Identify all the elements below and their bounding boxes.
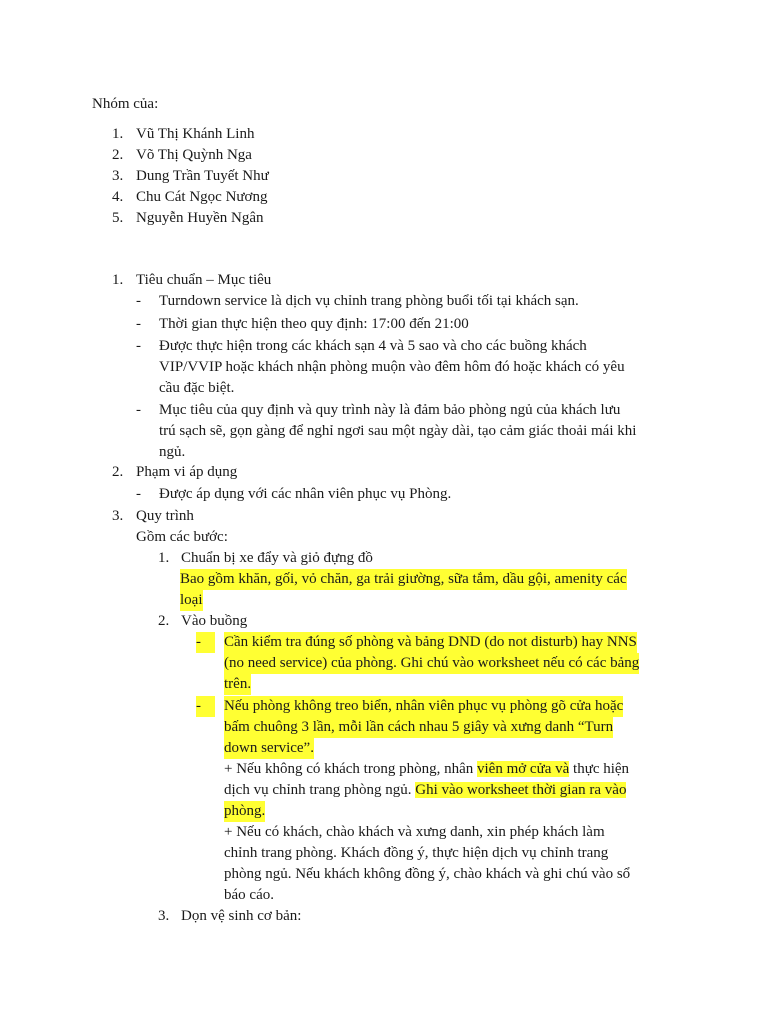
- note-text: dịch vụ chỉnh trang phòng ngủ.: [224, 782, 416, 798]
- step-detail-highlight: Bao gồm khăn, gối, vỏ chăn, ga trải giường, sữa tắm, dầu gội, amenity các: [180, 569, 627, 590]
- section-number: 1.: [112, 272, 124, 288]
- bullet-text: cầu đặc biệt.: [159, 380, 235, 396]
- bullet-dash-highlight: -: [196, 696, 215, 717]
- bullet-text: trú sạch sẽ, gọn gàng để nghỉ ngơi sau một ngày dài, tạo cảm giác thoải mái khi: [159, 423, 637, 439]
- member-name: Dung Trần Tuyết Như: [136, 168, 269, 184]
- step-title: Vào buồng: [181, 613, 248, 629]
- section-number: 3.: [112, 508, 124, 524]
- note-line: [224, 780, 626, 801]
- note-text-highlight: viên mở cửa và: [477, 761, 570, 777]
- bullet-text-highlight: Nếu phòng không treo biển, nhân viên phục vụ phòng gõ cửa hoặc: [224, 696, 623, 717]
- step-title: Dọn vệ sinh cơ bản:: [181, 908, 302, 924]
- member-name: Chu Cát Ngọc Nương: [136, 189, 268, 205]
- bullet-dash: -: [136, 486, 141, 502]
- bullet-text: Turndown service là dịch vụ chỉnh trang phòng buổi tối tại khách sạn.: [159, 293, 579, 309]
- step-detail-highlight: loại: [180, 590, 203, 611]
- bullet-dash: -: [136, 402, 141, 418]
- section-title: Quy trình: [136, 508, 194, 524]
- bullet-text-highlight: Cần kiểm tra đúng số phòng và bảng DND (do not disturb) hay NNS: [224, 632, 637, 653]
- bullet-text: Được thực hiện trong các khách sạn 4 và 5 sao và cho các buồng khách: [159, 338, 587, 354]
- bullet-text-highlight: bấm chuông 3 lần, mỗi lần cách nhau 5 giây và xưng danh “Turn: [224, 717, 613, 738]
- member-number: 3.: [112, 168, 124, 184]
- note-text-highlight: Ghi vào worksheet thời gian ra vào: [415, 782, 627, 798]
- step-number: 1.: [158, 550, 170, 566]
- bullet-text: ngủ.: [159, 444, 186, 460]
- bullet-text: Thời gian thực hiện theo quy định: 17:00 đến 21:00: [159, 316, 469, 332]
- member-name: Vũ Thị Khánh Linh: [136, 126, 255, 142]
- step-title: Chuẩn bị xe đẩy và giỏ đựng đồ: [181, 550, 373, 566]
- bullet-text-highlight: (no need service) của phòng. Ghi chú vào worksheet nếu có các bảng: [224, 653, 639, 674]
- section-title: Phạm vi áp dụng: [136, 464, 238, 480]
- section-number: 2.: [112, 464, 124, 480]
- step-number: 3.: [158, 908, 170, 924]
- note-text: + Nếu không có khách trong phòng, nhân: [224, 761, 477, 777]
- section-intro: Gồm các bước:: [136, 529, 228, 545]
- step-number: 2.: [158, 613, 170, 629]
- member-number: 4.: [112, 189, 124, 205]
- note-line: [224, 759, 629, 780]
- note-text: phòng ngủ. Nếu khách không đồng ý, chào khách và ghi chú vào sổ: [224, 866, 631, 882]
- member-name: Võ Thị Quỳnh Nga: [136, 147, 252, 163]
- bullet-dash: -: [136, 338, 141, 354]
- bullet-text: Mục tiêu của quy định và quy trình này là đảm bảo phòng ngủ của khách lưu: [159, 402, 621, 418]
- bullet-dash-highlight: -: [196, 632, 215, 653]
- member-number: 2.: [112, 147, 124, 163]
- member-name: Nguyễn Huyền Ngân: [136, 210, 264, 226]
- note-text: + Nếu có khách, chào khách và xưng danh, xin phép khách làm: [224, 824, 605, 840]
- bullet-text-highlight: trên.: [224, 674, 251, 695]
- note-text-highlight: phòng.: [224, 801, 265, 822]
- note-text: chỉnh trang phòng. Khách đồng ý, thực hiện dịch vụ chỉnh trang: [224, 845, 609, 861]
- group-heading: Nhóm của:: [92, 96, 159, 112]
- bullet-text-highlight: down service”.: [224, 738, 314, 759]
- bullet-text: Được áp dụng với các nhân viên phục vụ Phòng.: [159, 486, 452, 502]
- section-title: Tiêu chuẩn – Mục tiêu: [136, 272, 272, 288]
- bullet-dash: -: [136, 316, 141, 332]
- member-number: 1.: [112, 126, 124, 142]
- note-text: báo cáo.: [224, 887, 274, 903]
- member-number: 5.: [112, 210, 124, 226]
- bullet-dash: -: [136, 293, 141, 309]
- note-text: thực hiện: [569, 761, 630, 777]
- bullet-text: VIP/VVIP hoặc khách nhận phòng muộn vào đêm hôm đó hoặc khách có yêu: [159, 359, 625, 375]
